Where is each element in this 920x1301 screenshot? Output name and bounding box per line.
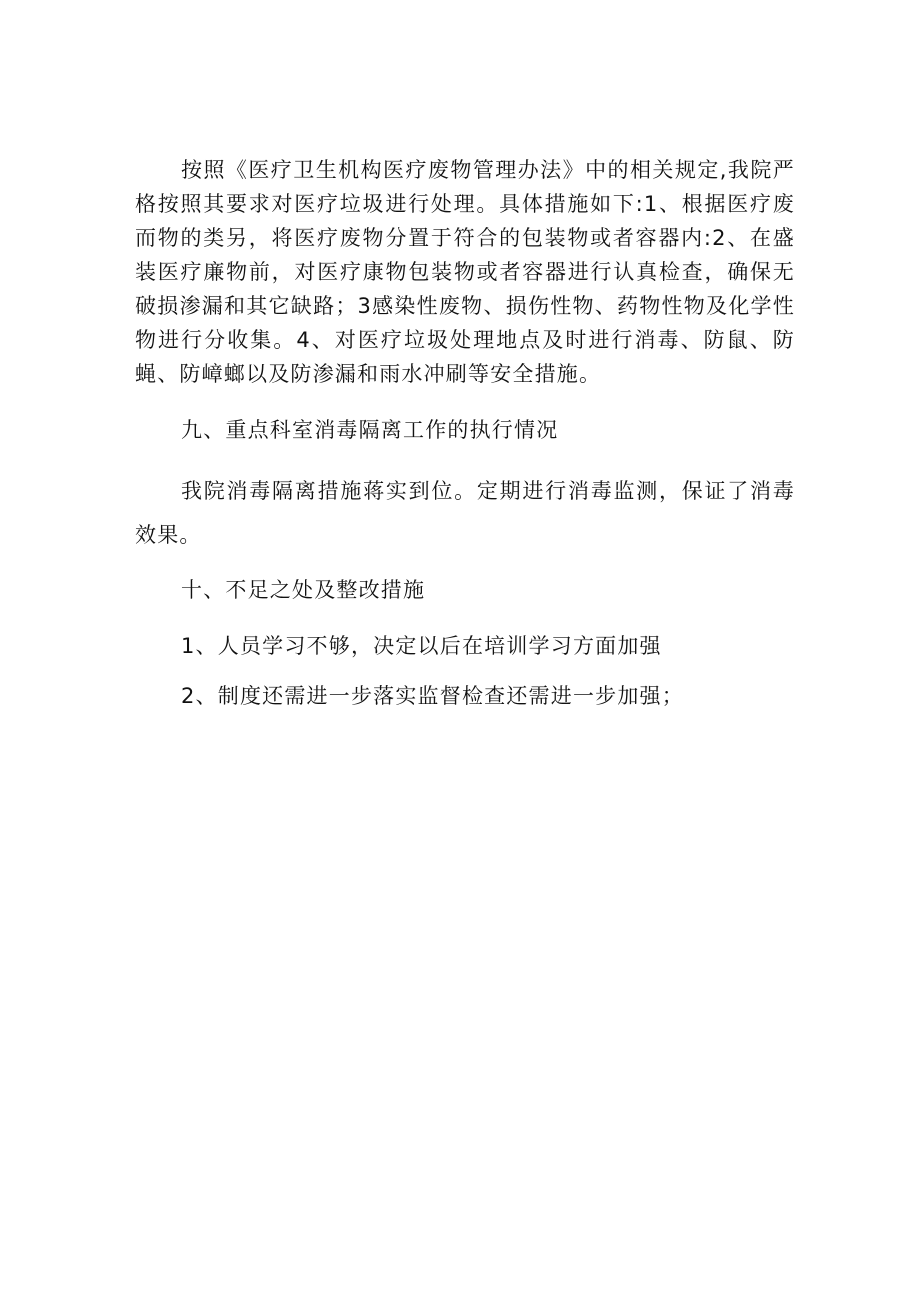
section-heading-nine: 九、重点科室消毒隔离工作的执行情况: [181, 418, 559, 442]
list-item: 2、制度还需进一步落实监督检查还需进一步加强；: [181, 684, 684, 708]
section-heading-ten: 十、不足之处及整改措施: [181, 578, 426, 602]
document-body: [135, 153, 795, 729]
disinfection-paragraph: 我院消毒隔离措施蒋实到位。定期进行消毒监测，保证了消毒效果。: [135, 479, 795, 547]
medical-waste-paragraph: 按照《医疗卫生机构医疗废物管理办法》中的相关规定,我院严格按照其要求对医疗垃圾进行处理。具体措施如下:1、根据医疗废而物的类另，将医疗废物分置于符合的包装物或者容器内:2、在盛装医疗廉物前，对医疗康物包装物或者容器进行认真检查，确保无破损渗漏和其它缺路；3感染性废物、损伤性物、药物性物及化学性物进行分收集。4、对医疗垃圾处理地点及时进行消毒、防鼠、防蝇、防嶂螂以及防渗漏和雨水冲刷等安全措施。: [135, 158, 795, 386]
list-item: 1、人员学习不够，决定以后在培训学习方面加强: [181, 634, 662, 658]
